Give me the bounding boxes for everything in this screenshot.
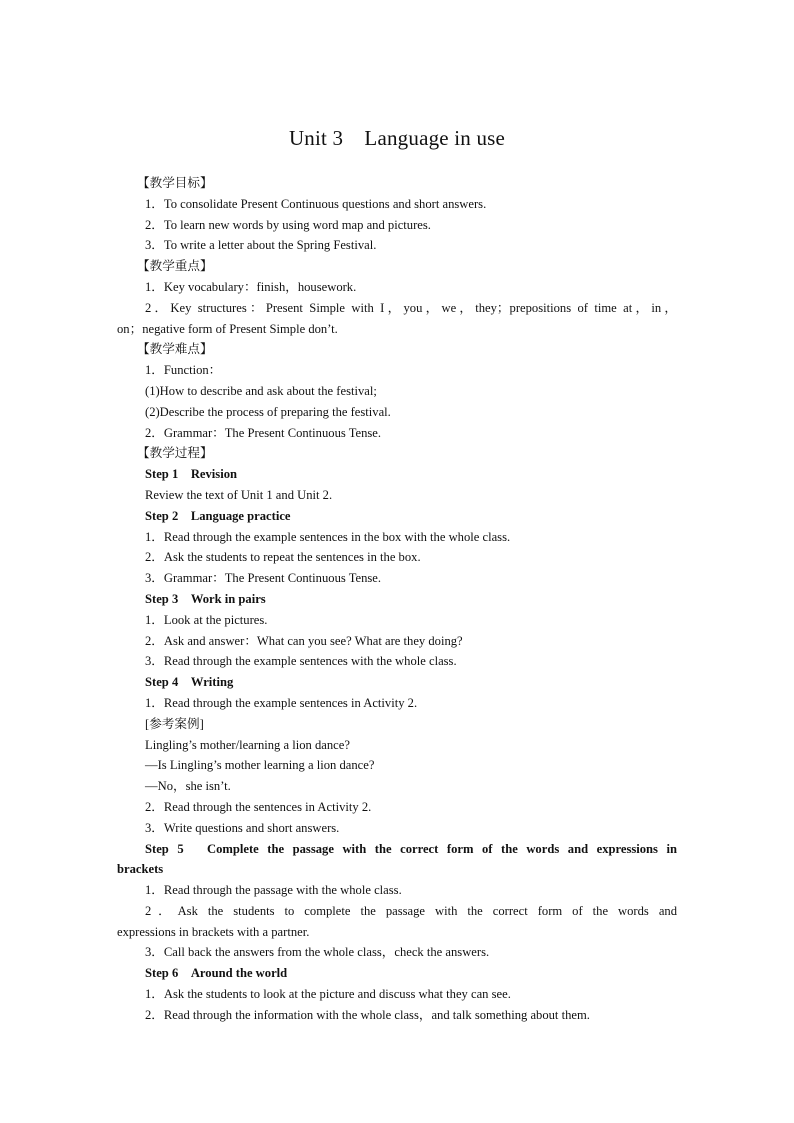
text-line: 2．Read through the sentences in Activity 2. xyxy=(145,799,372,814)
text-line: —Is Lingling’s mother learning a lion dance? xyxy=(145,758,375,773)
text-line: expressions in brackets with a partner. xyxy=(117,924,310,939)
text-line: 2．Ask and answer：What can you see? What are they doing? xyxy=(145,633,463,648)
text-line: 1．Key vocabulary：finish，housework. xyxy=(145,279,357,294)
text-line: on；negative form of Present Simple don’t. xyxy=(117,321,338,336)
text-line: 1．Read through the passage with the whole class. xyxy=(145,883,402,898)
text-line: 1．Look at the pictures. xyxy=(145,612,268,627)
text-line: (1)How to describe and ask about the festival; xyxy=(145,383,377,398)
text-line: (2)Describe the process of preparing the festival. xyxy=(145,404,391,419)
text-line: 2．Ask the students to repeat the sentences in the box. xyxy=(145,550,421,565)
section-heading: 【教学难点】 xyxy=(137,342,213,357)
text-line: 3．Write questions and short answers. xyxy=(145,820,340,835)
lesson-plan-body xyxy=(117,173,677,1026)
text-line: 3．Call back the answers from the whole class，check the answers. xyxy=(145,945,490,960)
step-heading: Step 3 Work in pairs xyxy=(145,591,266,606)
text-line: 2．Key structures：Present Simple with I，you，we，they；prepositions of time at，in， xyxy=(145,300,677,315)
text-line: 3．Grammar：The Present Continuous Tense. xyxy=(145,571,382,586)
text-line: 2．Grammar：The Present Continuous Tense. xyxy=(145,425,382,440)
text-line: 2．To learn new words by using word map and pictures. xyxy=(145,217,431,232)
text-line: Review the text of Unit 1 and Unit 2. xyxy=(145,487,333,502)
text-line: 1．To consolidate Present Continuous questions and short answers. xyxy=(145,196,487,211)
section-heading: 【教学目标】 xyxy=(137,176,213,190)
step-heading: Step 2 Language practice xyxy=(145,508,291,523)
text-line: 2．Read through the information with the whole class，and talk something about them. xyxy=(145,1007,590,1022)
text-line: 1．Ask the students to look at the picture and discuss what they can see. xyxy=(145,987,511,1002)
text-line: —No，she isn’t. xyxy=(145,779,231,794)
text-line: 1．Function： xyxy=(145,363,222,378)
step-heading: Step 1 Revision xyxy=(145,467,238,482)
text-line: 3．Read through the example sentences with the whole class. xyxy=(145,654,457,669)
step-heading: brackets xyxy=(117,862,164,877)
text-line: 2．Ask the students to complete the passage with the correct form of the words and xyxy=(145,903,677,918)
text-line: 1．Read through the example sentences in Activity 2. xyxy=(145,695,418,710)
text-line: Lingling’s mother/learning a lion dance? xyxy=(145,737,350,752)
text-line: 3．To write a letter about the Spring Festival. xyxy=(145,238,377,253)
step-heading: Step 5 Complete the passage with the correct form of the words and expressions in xyxy=(145,841,677,856)
text-line: 1．Read through the example sentences in the box with the whole class. xyxy=(145,529,511,544)
step-heading: Step 6 Around the world xyxy=(145,966,288,981)
text-line: [参考案例] xyxy=(145,716,204,731)
section-heading: 【教学过程】 xyxy=(137,446,213,461)
step-heading: Step 4 Writing xyxy=(145,675,234,690)
section-heading: 【教学重点】 xyxy=(137,259,213,274)
page-title: Unit 3 Language in use xyxy=(288,126,506,150)
